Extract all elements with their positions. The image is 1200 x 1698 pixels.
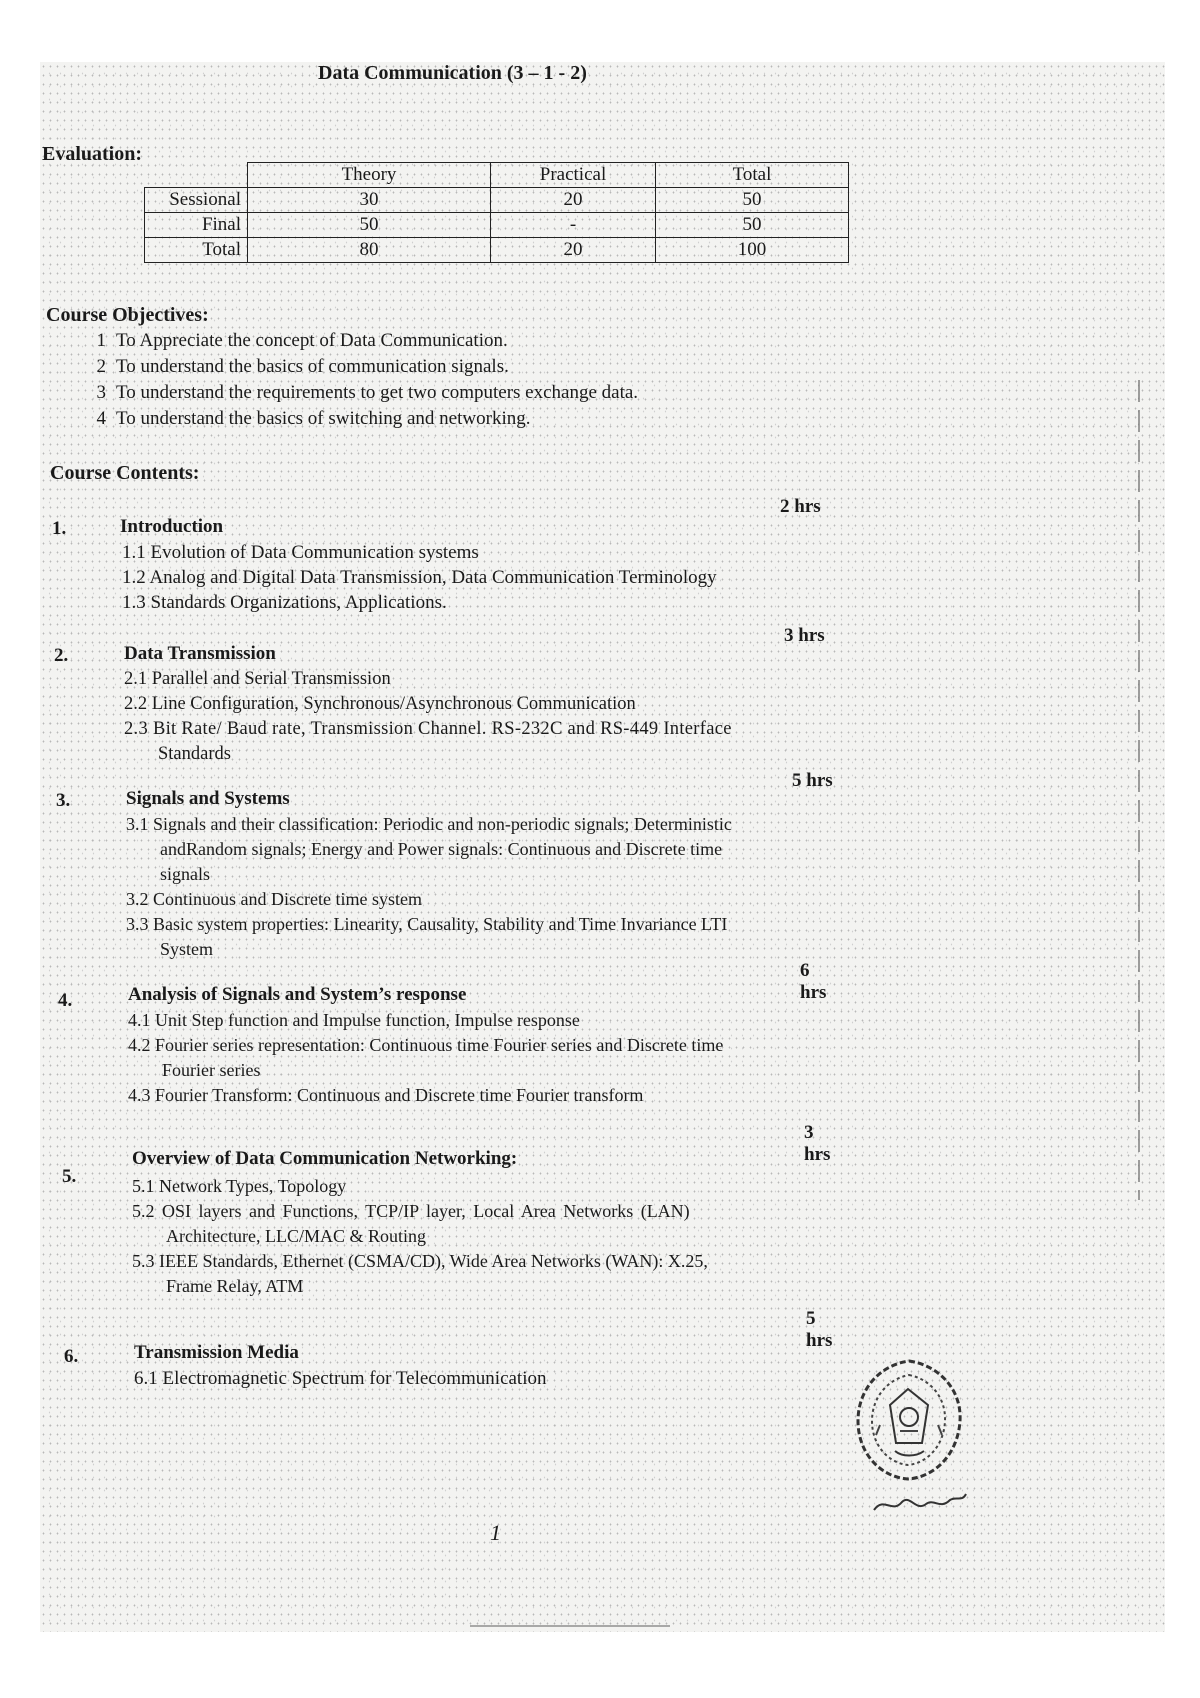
page-edge-mark [1138,380,1140,1200]
unit-title: Overview of Data Communication Networking: [132,1148,518,1169]
topic-continuation: Architecture, LLC/MAC & Routing [166,1226,426,1246]
unit-number: 6. [64,1346,79,1367]
objectives-list [72,328,638,432]
topic: 1.2 Analog and Digital Data Transmission, Data Communication Terminology [122,567,717,588]
topic: 6.1 Electromagnetic Spectrum for Telecommunication [134,1368,547,1389]
topic: 3.3 Basic system properties: Linearity, Causality, Stability and Time Invariance LTI [126,914,728,934]
topic: 2.1 Parallel and Serial Transmission [124,669,391,689]
cell-practical: 20 [491,188,656,213]
unit-hours: 5 hrs [806,1308,833,1351]
cell-practical: 20 [491,238,656,263]
unit-number: 2. [54,645,69,666]
topic: 4.2 Fourier series representation: Continuous time Fourier series and Discrete time [128,1035,724,1055]
row-label: Final [145,213,248,238]
unit-topics [124,667,732,767]
topic: 5.1 Network Types, Topology [132,1176,347,1196]
cell-total: 50 [656,213,849,238]
topic-continuation: Fourier series [162,1060,261,1080]
unit-title: Signals and Systems [126,788,290,809]
page-title: Data Communication (3 – 1 - 2) [318,62,587,84]
topic: 2.2 Line Configuration, Synchronous/Asynchronous Communication [124,694,636,714]
page-number: 1 [490,1520,501,1545]
topic-continuation: Standards [158,744,231,764]
topic: 3.2 Continuous and Discrete time system [126,889,422,909]
cell-theory: 30 [248,188,491,213]
cell-theory: 50 [248,213,491,238]
item-text: To understand the requirements to get two computers exchange data. [116,382,639,403]
row-label: Sessional [145,188,248,213]
table-row [145,188,849,213]
column-header-practical: Practical [491,163,656,188]
item-number: 2 [96,356,106,377]
unit-topics [132,1174,708,1299]
topic: 2.3 Bit Rate/ Baud rate, Transmission Channel. RS-232C and RS-449 Interface [124,719,732,739]
objectives-heading: Course Objectives: [46,304,209,326]
unit-title: Data Transmission [124,643,276,664]
list-item [72,380,638,406]
unit-number: 1. [52,518,67,539]
topic: 4.1 Unit Step function and Impulse function, Impulse response [128,1010,580,1030]
cell-theory: 80 [248,238,491,263]
topic: 5.2 OSI layers and Functions, TCP/IP layer, Local Area Networks (LAN) [132,1201,690,1221]
unit-title: Analysis of Signals and System’s response [128,984,467,1005]
column-header-theory: Theory [248,163,491,188]
evaluation-heading: Evaluation: [42,143,143,165]
unit-hours: 6 hrs [800,960,827,1003]
unit-hours: 2 hrs [780,496,821,517]
evaluation-table [144,162,849,263]
item-text: To Appreciate the concept of Data Communication. [116,330,508,351]
unit-topics [128,1008,723,1108]
topic-continuation: signals [160,864,211,884]
row-label: Total [145,238,248,263]
unit-topics [134,1366,547,1391]
topic: 5.3 IEEE Standards, Ethernet (CSMA/CD), Wide Area Networks (WAN): X.25, [132,1251,708,1271]
topic: 1.3 Standards Organizations, Applications. [122,592,447,613]
topic-continuation: andRandom signals; Energy and Power signals: Continuous and Discrete time [160,839,723,859]
topic-continuation: Frame Relay, ATM [166,1276,304,1296]
bottom-scan-mark [470,1625,670,1627]
list-item [72,354,638,380]
unit-hours: 5 hrs [792,770,833,791]
item-number: 1 [96,330,106,351]
unit-topics [122,540,717,615]
list-item [72,328,638,354]
signature-icon [870,1488,970,1518]
unit-title: Transmission Media [134,1342,299,1363]
topic: 4.3 Fourier Transform: Continuous and Discrete time Fourier transform [128,1085,644,1105]
topic-continuation: System [160,939,214,959]
unit-title: Introduction [120,516,224,537]
item-number: 3 [96,382,106,403]
unit-number: 5. [62,1166,77,1187]
official-seal-icon [850,1355,968,1485]
contents-heading: Course Contents: [50,462,200,484]
topic: 1.1 Evolution of Data Communication systems [122,542,479,563]
list-item [72,406,638,432]
table-row [145,213,849,238]
unit-hours: 3 hrs [784,625,825,646]
unit-hours: 3 hrs [804,1122,831,1165]
item-number: 4 [96,408,106,429]
cell-total: 100 [656,238,849,263]
cell-practical: - [491,213,656,238]
unit-number: 4. [58,990,73,1011]
topic: 3.1 Signals and their classification: Periodic and non-periodic signals; Deterministic [126,814,732,834]
item-text: To understand the basics of communication signals. [116,356,509,377]
item-text: To understand the basics of switching and networking. [116,408,531,429]
column-header-total: Total [656,163,849,188]
unit-topics [126,812,732,962]
unit-number: 3. [56,790,71,811]
table-header-row [145,163,849,188]
table-row [145,238,849,263]
cell-total: 50 [656,188,849,213]
